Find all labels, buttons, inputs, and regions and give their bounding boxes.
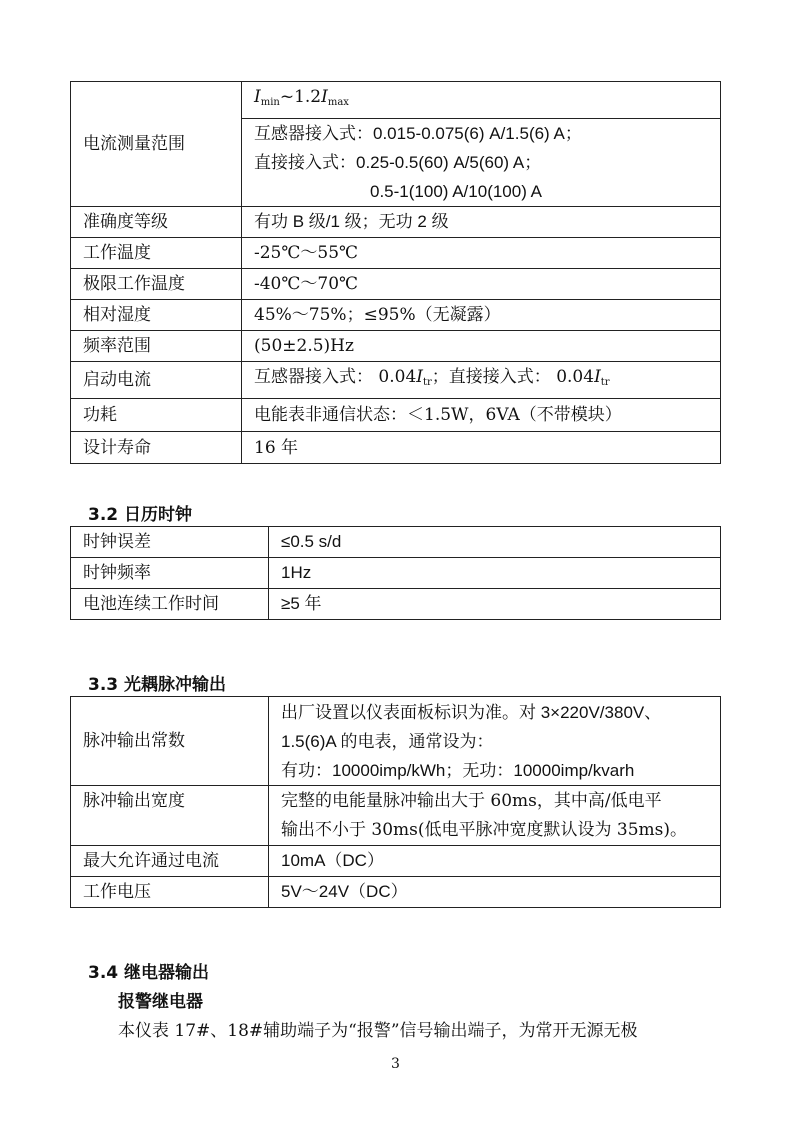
power-value: 电能表非通信状态：＜1.5W，6VA（不带模块） xyxy=(242,399,721,432)
spec-table xyxy=(70,81,721,464)
current-range-label: 电流测量范围 xyxy=(71,82,242,207)
battery-time-value: ≥5 年 xyxy=(269,589,721,620)
current-range-formula: $I_{min}\sim 1.2I_{max}$ xyxy=(242,82,721,119)
max-current-value: 10mA（DC） xyxy=(269,846,721,877)
pulse-width-line2: 输出不小于 30ms(低电平脉冲宽度默认设为 35ms)。 xyxy=(281,819,688,840)
pulse-table xyxy=(70,696,721,908)
pulse-constant-label: 脉冲输出常数 xyxy=(71,697,269,786)
life-value: 16 年 xyxy=(242,432,721,464)
limit-temp-value: -40℃～70℃ xyxy=(242,269,721,300)
start-current-value: 互感器接入式： $0.04I_{tr}$；直接接入式： $0.04I_{tr}$ xyxy=(242,362,721,399)
pulse-constant-line2: 1.5(6)A 的电表，通常设为： xyxy=(281,731,494,751)
clock-error-value: ≤0.5 s/d xyxy=(269,527,721,558)
pulse-constant-line3: 有功：10000imp/kWh；无功：10000imp/kvarh xyxy=(281,760,635,780)
current-range-line2: 直接接入式：0.25-0.5(60) A/5(60) A； xyxy=(254,153,542,172)
clock-frequency-value: 1Hz xyxy=(269,558,721,589)
current-range-values xyxy=(242,119,721,207)
frequency-label: 频率范围 xyxy=(71,331,242,362)
accuracy-label: 准确度等级 xyxy=(71,207,242,238)
clock-heading: 3.2 日历时钟 xyxy=(88,505,193,525)
page-number: 3 xyxy=(391,1056,400,1072)
battery-time-label: 电池连续工作时间 xyxy=(71,589,269,620)
frequency-value: (50±2.5)Hz xyxy=(242,331,721,362)
current-range-line3: 0.5-1(100) A/10(100) A xyxy=(370,182,543,201)
pulse-constant-value xyxy=(269,697,721,786)
clock-frequency-label: 时钟频率 xyxy=(71,558,269,589)
work-temp-value: -25℃～55℃ xyxy=(242,238,721,269)
max-current-label: 最大允许通过电流 xyxy=(71,846,269,877)
accuracy-value: 有功 B 级/1 级；无功 2 级 xyxy=(242,207,721,238)
life-label: 设计寿命 xyxy=(71,432,242,464)
pulse-width-line1: 完整的电能量脉冲输出大于 60ms，其中高/低电平 xyxy=(281,790,662,811)
pulse-heading: 3.3 光耦脉冲输出 xyxy=(88,675,227,695)
relay-paragraph: 本仪表 17#、18#辅助端子为“报警”信号输出端子，为常开无源无极 xyxy=(118,1021,638,1041)
current-range-line1: 互感器接入式：0.015-0.075(6) A/1.5(6) A； xyxy=(254,124,582,143)
clock-table xyxy=(70,526,721,620)
clock-error-label: 时钟误差 xyxy=(71,527,269,558)
work-voltage-value: 5V～24V（DC） xyxy=(269,877,721,908)
work-voltage-label: 工作电压 xyxy=(71,877,269,908)
pulse-width-value xyxy=(269,786,721,846)
humidity-label: 相对湿度 xyxy=(71,300,242,331)
humidity-value: 45%～75%；≤95%（无凝露） xyxy=(242,300,721,331)
relay-heading: 3.4 继电器输出 xyxy=(88,963,210,983)
alarm-relay-subheading: 报警继电器 xyxy=(118,992,203,1012)
start-current-label: 启动电流 xyxy=(71,362,242,399)
pulse-width-label: 脉冲输出宽度 xyxy=(71,786,269,846)
limit-temp-label: 极限工作温度 xyxy=(71,269,242,300)
pulse-constant-line1: 出厂设置以仪表面板标识为准。对 3×220V/380V、 xyxy=(281,702,662,722)
power-label: 功耗 xyxy=(71,399,242,432)
work-temp-label: 工作温度 xyxy=(71,238,242,269)
